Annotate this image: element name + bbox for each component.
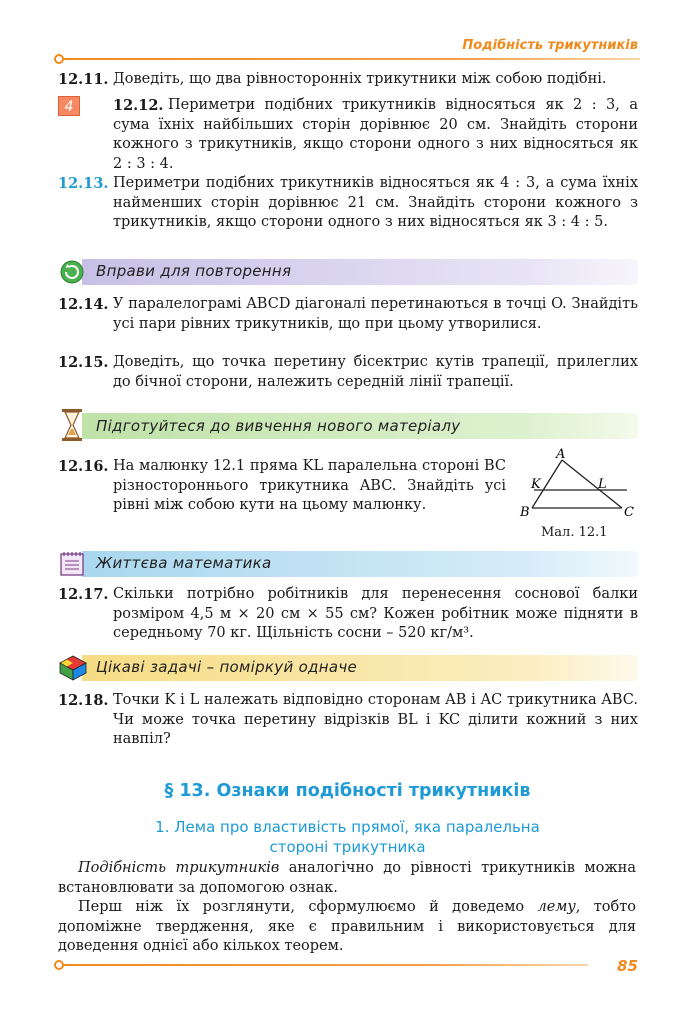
problem-text: Точки K і L належать відповідно сторонам AB і AC трикутника ABC. Чи може точка перетину відрізків BL і KC ділити кожний з них навпіл? <box>113 692 638 747</box>
running-title: Подібність трикутників <box>462 38 638 53</box>
banner-life <box>58 551 638 577</box>
paragraph-text: аналогічно до рівності трикутників можна встановлювати за допомогою ознак. <box>58 860 636 896</box>
figure-caption: Мал. 12.1 <box>541 525 608 540</box>
footer-rule <box>58 964 588 966</box>
subsection-title <box>0 817 695 857</box>
banner-label: Підготуйтеся до вивчення нового матеріалу <box>96 417 461 435</box>
problem-number: 12.16. <box>58 458 109 475</box>
point-c-label: C <box>624 505 634 520</box>
header-dot <box>54 54 64 64</box>
problem-number: 12.17. <box>58 586 109 603</box>
side-ac <box>562 460 622 508</box>
problem-text: Периметри подібних трикутників відносяться як 4 : 3, а сума їхніх найменших сторін дорівнює 21 см. Знайдіть сторони кожного з трикутників, якщо сторони одного з них відносяться як 3 : 4 : 5. <box>113 175 638 230</box>
problem-12-16 <box>58 457 506 516</box>
paragraph-1 <box>58 859 636 898</box>
point-l-label: L <box>598 477 607 492</box>
problem-text: У паралелограмі ABCD діагоналі перетинаються в точці O. Знайдіть усі пари рівних трикутників, що при цьому утворилися. <box>113 296 638 332</box>
notebook-icon <box>58 551 88 577</box>
banner-label: Цікаві задачі – поміркуй одначе <box>96 658 358 676</box>
section-title: § 13. Ознаки подібності трикутників <box>164 781 531 801</box>
point-k-label: K <box>531 477 541 492</box>
problem-12-14 <box>58 295 638 334</box>
banner-label: Життєва математика <box>96 554 272 572</box>
difficulty-level: 4 <box>64 99 74 115</box>
point-b-label: B <box>520 505 530 520</box>
emphasis-term: лему <box>537 899 576 915</box>
problem-text: Периметри подібних трикутників відносяться як 2 : 3, а сума їхніх найбільших сторін дорівнює 20 см. Знайдіть сторони кожного з трикутників, якщо сторони одного з них відносяться як 2 : 3 : 4. <box>113 97 638 172</box>
emphasis-term: Подібність трикутників <box>78 860 280 876</box>
subsection-line-2: стороні трикутника <box>269 838 426 856</box>
banner-review <box>58 259 638 285</box>
problem-number: 12.18. <box>58 692 109 709</box>
problem-12-17 <box>58 585 638 644</box>
problem-12-13 <box>58 174 638 233</box>
difficulty-badge <box>58 96 80 116</box>
banner-prepare <box>58 410 638 442</box>
problem-12-18 <box>58 691 638 750</box>
problem-12-12 <box>113 96 638 174</box>
problem-text: Скільки потрібно робітників для перенесення соснової балки розміром 4,5 м × 20 см × 55 см? Кожен робітник може підняти в середньому 70 кг. Щільність сосни – 520 кг/м³. <box>113 586 638 641</box>
problem-number: 12.13. <box>58 175 109 192</box>
problem-text: Доведіть, що два рівносторонніх трикутники між собою подібні. <box>113 71 607 87</box>
banner-puzzles <box>58 655 638 681</box>
header-rule <box>58 58 640 60</box>
page-number: 85 <box>617 957 638 975</box>
rubik-cube-icon <box>58 655 88 681</box>
problem-number: 12.12. <box>113 97 164 114</box>
problem-text: Доведіть, що точка перетину бісектрис кутів трапеції, прилеглих до бічної сторони, належить середній лінії трапеції. <box>113 354 638 390</box>
hourglass-icon <box>58 408 88 442</box>
subsection-line-1: 1. Лема про властивість прямої, яка паралельна <box>155 818 540 836</box>
paragraph-2 <box>58 898 636 957</box>
footer-dot <box>54 960 64 970</box>
banner-label: Вправи для повторення <box>96 262 292 280</box>
problem-12-11 <box>58 70 638 90</box>
paragraph-text: Перш ніж їх розглянути, сформулюємо й доведемо <box>78 899 538 915</box>
paragraph-text: , тобто допоміжне твердження, яке є правильним і використовується для доведення однієї або кількох теорем. <box>58 899 636 954</box>
repeat-cycle-icon <box>58 259 88 285</box>
problem-text: На малюнку 12.1 пряма KL паралельна стороні BC різностороннього трикутника ABC. Знайдіть усі рівні між собою кути на цьому малюнку. <box>113 458 506 513</box>
problem-number: 12.14. <box>58 296 109 313</box>
problem-12-15 <box>58 353 638 392</box>
problem-number: 12.15. <box>58 354 109 371</box>
problem-number: 12.11. <box>58 71 109 88</box>
point-a-label: A <box>556 448 566 462</box>
